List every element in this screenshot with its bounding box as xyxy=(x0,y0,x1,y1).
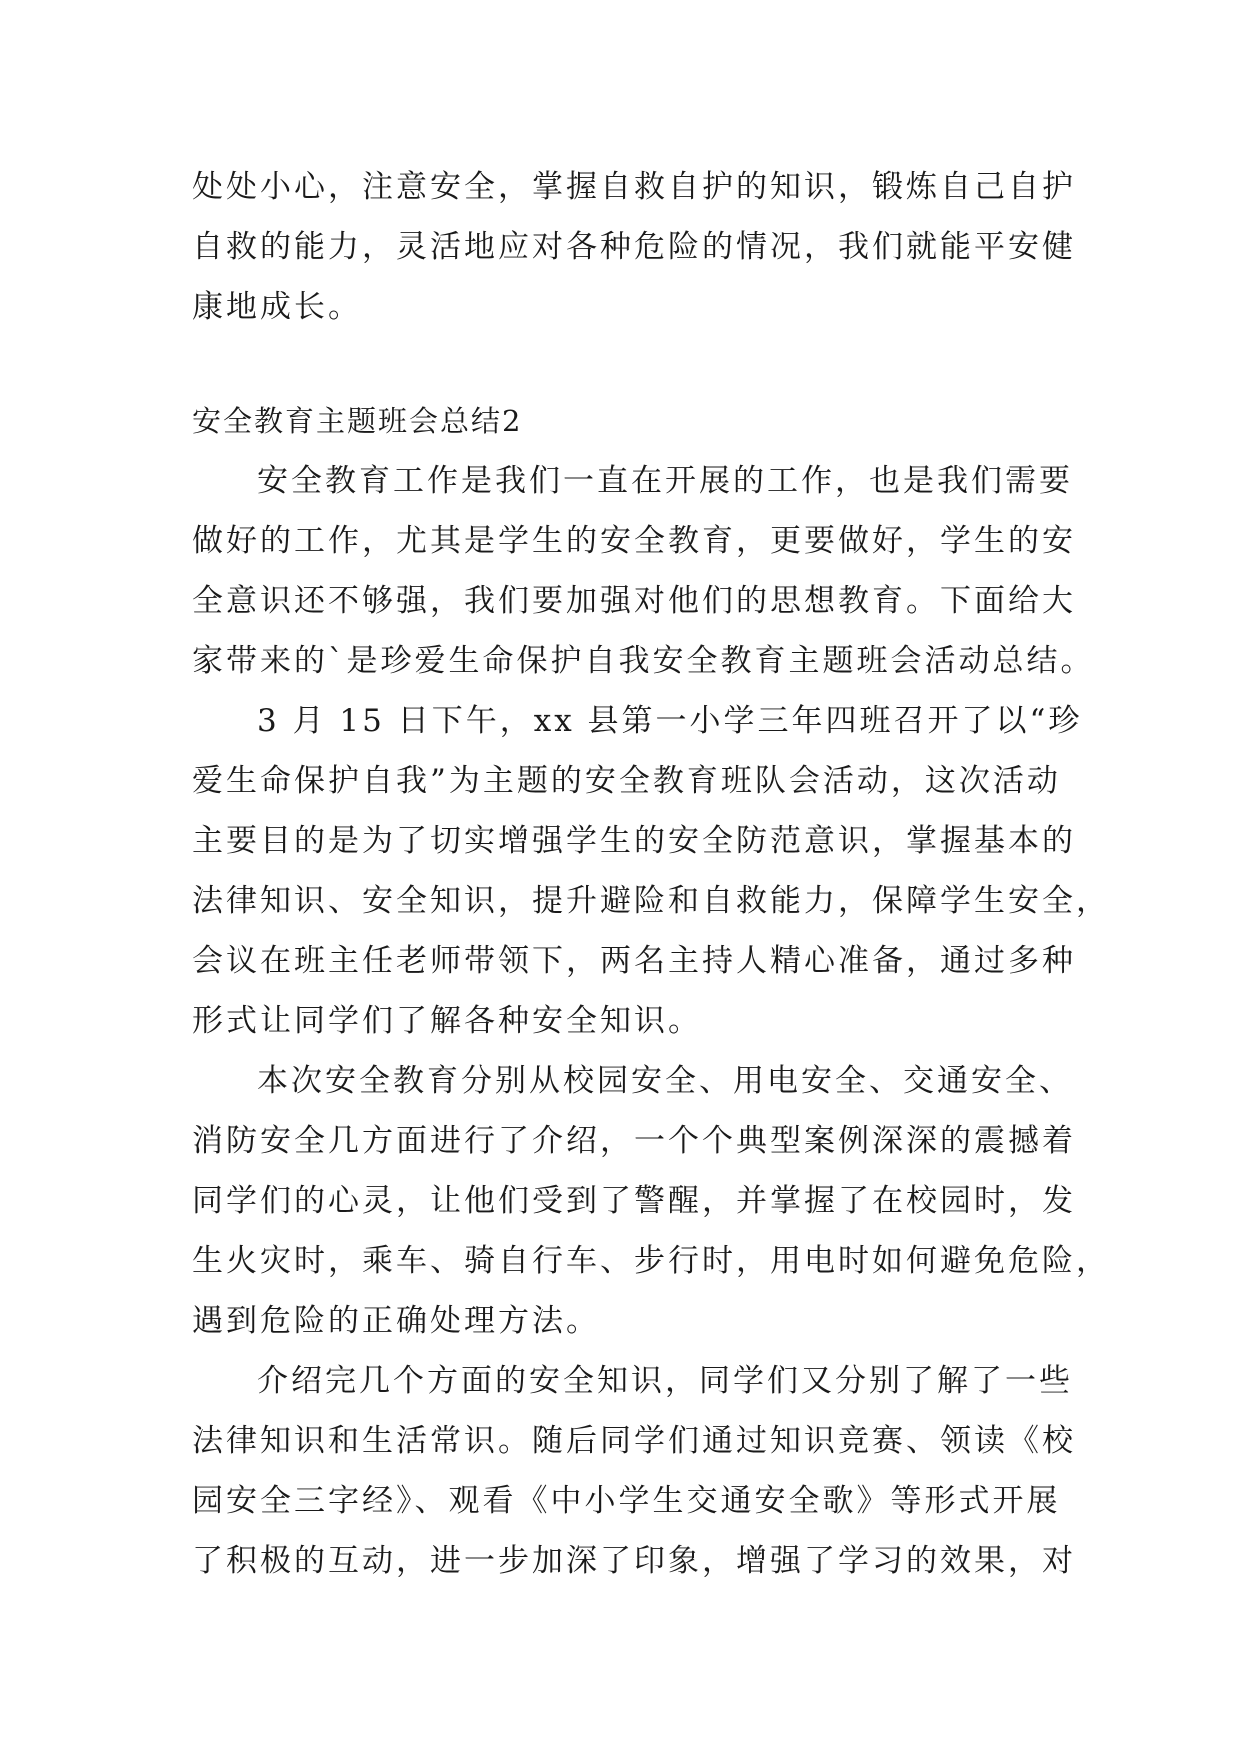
text-line: 处处小心，注意安全，掌握自救自护的知识，锻炼自己自护 xyxy=(192,169,1076,205)
text-line: 主要目的是为了切实增强学生的安全防范意识，掌握基本的 xyxy=(192,823,1076,859)
text-line: 了积极的互动，进一步加深了印象，增强了学习的效果，对 xyxy=(192,1543,1076,1579)
text-line: 园安全三字经》、观看《中小学生交通安全歌》等形式开展 xyxy=(192,1483,1061,1519)
paragraph-class-meeting xyxy=(192,691,1110,1051)
intro-paragraph xyxy=(192,157,1076,337)
text-line: 消防安全几方面进行了介绍，一个个典型案例深深的震撼着 xyxy=(192,1123,1076,1159)
text-line: 形式让同学们了解各种安全知识。 xyxy=(192,1003,702,1039)
text-line: 法律知识、安全知识，提升避险和自救能力，保障学生安全， xyxy=(192,883,1110,919)
section-heading: 安全教育主题班会总结2 xyxy=(192,404,523,438)
text-line: 3 月 15 日下午，xx 县第一小学三年四班召开了以“珍 xyxy=(257,703,1083,739)
text-line: 本次安全教育分别从校园安全、用电安全、交通安全、 xyxy=(257,1063,1073,1099)
text-line: 遇到危险的正确处理方法。 xyxy=(192,1303,600,1339)
text-line: 家带来的`是珍爱生命保护自我安全教育主题班会活动总结。 xyxy=(192,643,1095,679)
paragraph-activities xyxy=(192,1351,1076,1591)
text-line: 介绍完几个方面的安全知识，同学们又分别了解了一些 xyxy=(257,1363,1073,1399)
text-line: 自救的能力，灵活地应对各种危险的情况，我们就能平安健 xyxy=(192,229,1076,265)
text-line: 法律知识和生活常识。随后同学们通过知识竞赛、领读《校 xyxy=(192,1423,1076,1459)
text-line: 安全教育工作是我们一直在开展的工作，也是我们需要 xyxy=(257,463,1073,499)
paragraph-intro-safety-work xyxy=(192,451,1095,691)
body-text xyxy=(192,451,1110,1591)
paragraph-safety-topics xyxy=(192,1051,1110,1351)
text-line: 会议在班主任老师带领下，两名主持人精心准备，通过多种 xyxy=(192,943,1076,979)
text-line: 做好的工作，尤其是学生的安全教育，更要做好，学生的安 xyxy=(192,523,1076,559)
text-line: 康地成长。 xyxy=(192,289,362,325)
text-line: 爱生命保护自我”为主题的安全教育班队会活动，这次活动 xyxy=(192,763,1061,799)
text-line: 生火灾时，乘车、骑自行车、步行时，用电时如何避免危险， xyxy=(192,1243,1110,1279)
text-line: 全意识还不够强，我们要加强对他们的思想教育。下面给大 xyxy=(192,583,1076,619)
text-line: 同学们的心灵，让他们受到了警醒，并掌握了在校园时，发 xyxy=(192,1183,1076,1219)
